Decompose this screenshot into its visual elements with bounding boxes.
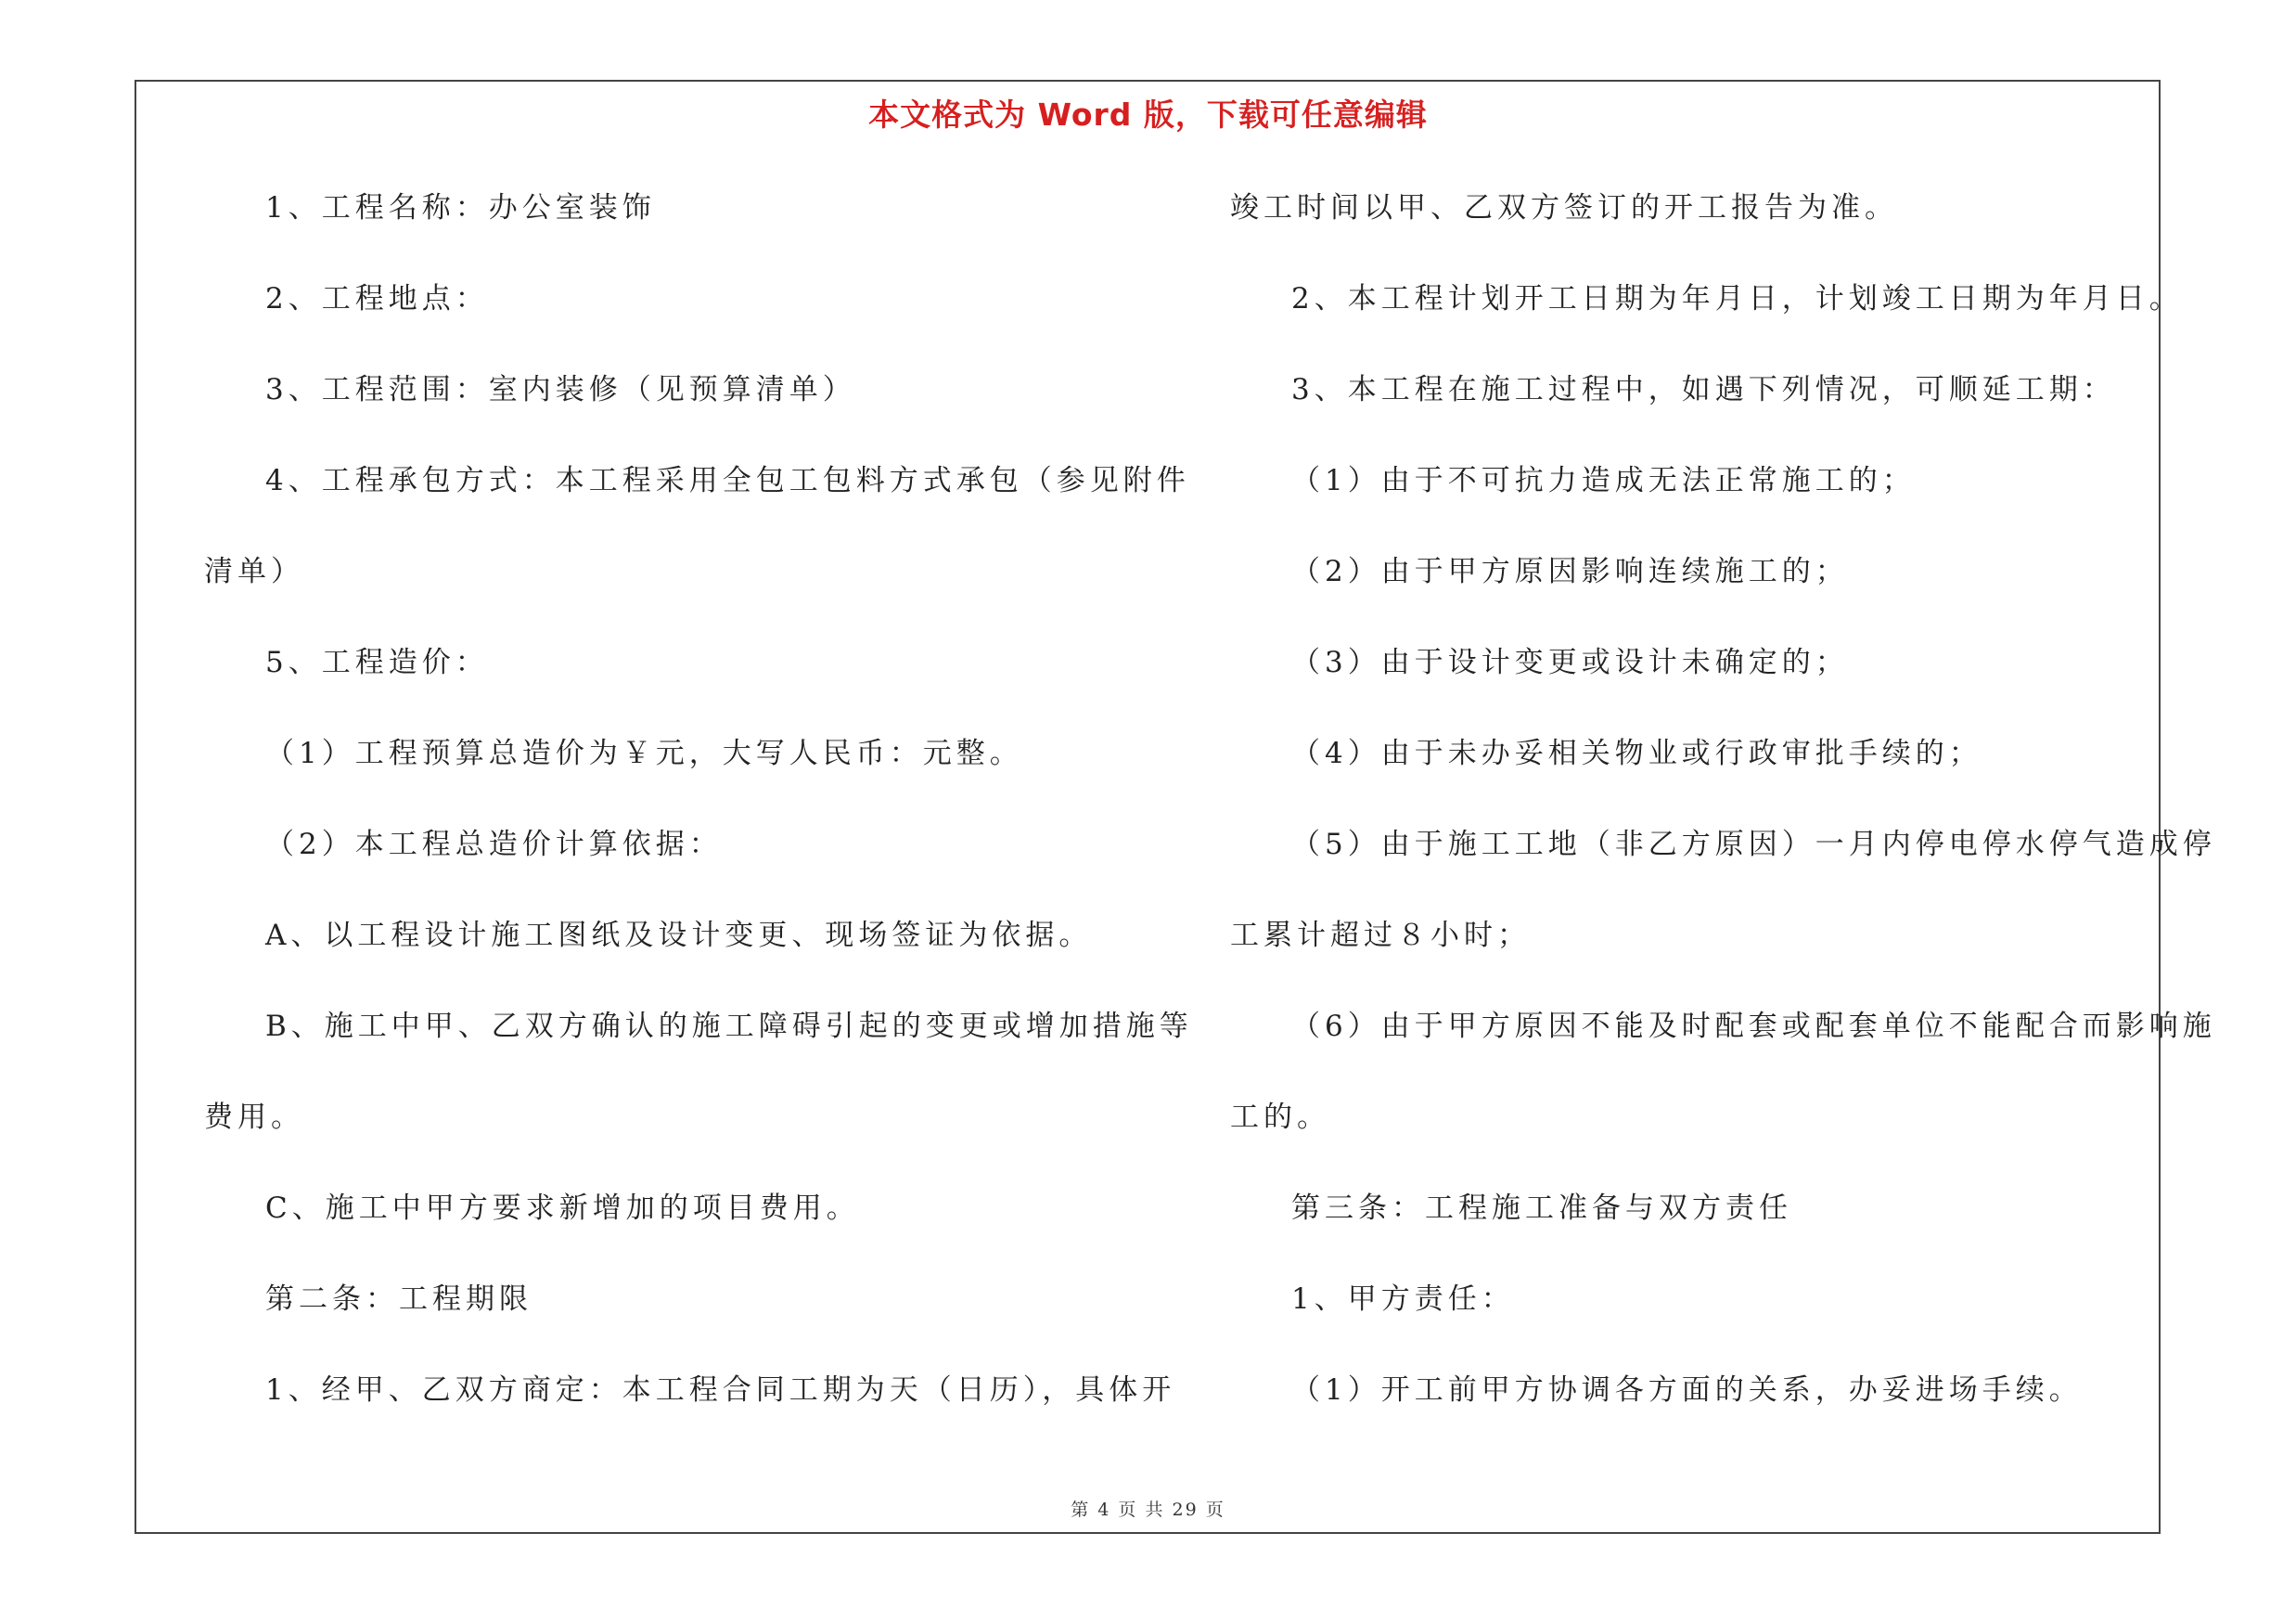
text-line: A、以工程设计施工图纸及设计变更、现场签证为依据。 <box>265 919 1093 952</box>
text-line: （1）开工前甲方协调各方面的关系，办妥进场手续。 <box>1291 1373 2083 1407</box>
text-line: （4）由于未办妥相关物业或行政审批手续的； <box>1291 737 1982 770</box>
text-line: （2）由于甲方原因影响连续施工的； <box>1291 555 1849 588</box>
text-line: （2）本工程总造价计算依据： <box>265 828 723 861</box>
text-line: 3、工程范围：室内装修（见预算清单） <box>265 373 856 406</box>
text-line: 1、工程名称：办公室装饰 <box>265 191 656 225</box>
text-line: （1）由于不可抗力造成无法正常施工的； <box>1291 464 1916 497</box>
text-line: 工的。 <box>1230 1101 1330 1134</box>
text-line: 3、本工程在施工过程中，如遇下列情况，可顺延工期： <box>1291 373 2116 406</box>
text-line: （1）工程预算总造价为￥元，大写人民币：元整。 <box>265 737 1023 770</box>
page-number: 第 4 页 共 29 页 <box>1071 1500 1225 1520</box>
text-line: （3）由于设计变更或设计未确定的； <box>1291 646 1849 679</box>
text-line: 工累计超过８小时； <box>1230 919 1531 952</box>
text-line: 2、本工程计划开工日期为年月日，计划竣工日期为年月日。 <box>1291 282 2183 316</box>
text-line: 4、工程承包方式：本工程采用全包工包料方式承包（参见附件 <box>265 464 1190 497</box>
text-line: 第三条：工程施工准备与双方责任 <box>1291 1191 1792 1225</box>
text-line: 第二条：工程期限 <box>265 1282 532 1316</box>
text-line: 5、工程造价： <box>265 646 489 679</box>
text-line: B、施工中甲、乙双方确认的施工障碍引起的变更或增加措施等 <box>265 1010 1193 1043</box>
text-line: （5）由于施工工地（非乙方原因）一月内停电停水停气造成停 <box>1291 828 2216 861</box>
text-line: 费用。 <box>204 1101 304 1134</box>
text-line: C、施工中甲方要求新增加的项目费用。 <box>265 1191 860 1225</box>
text-line: 清单） <box>204 555 304 588</box>
text-line: （6）由于甲方原因不能及时配套或配套单位不能配合而影响施 <box>1291 1010 2216 1043</box>
text-line: 2、工程地点： <box>265 282 489 316</box>
text-line: 1、经甲、乙双方商定：本工程合同工期为天（日历），具体开 <box>265 1373 1176 1407</box>
header-banner: 本文格式为 Word 版，下载可任意编辑 <box>868 97 1428 133</box>
text-line: 竣工时间以甲、乙双方签订的开工报告为准。 <box>1230 191 1898 225</box>
text-line: 1、甲方责任： <box>1291 1282 1515 1316</box>
